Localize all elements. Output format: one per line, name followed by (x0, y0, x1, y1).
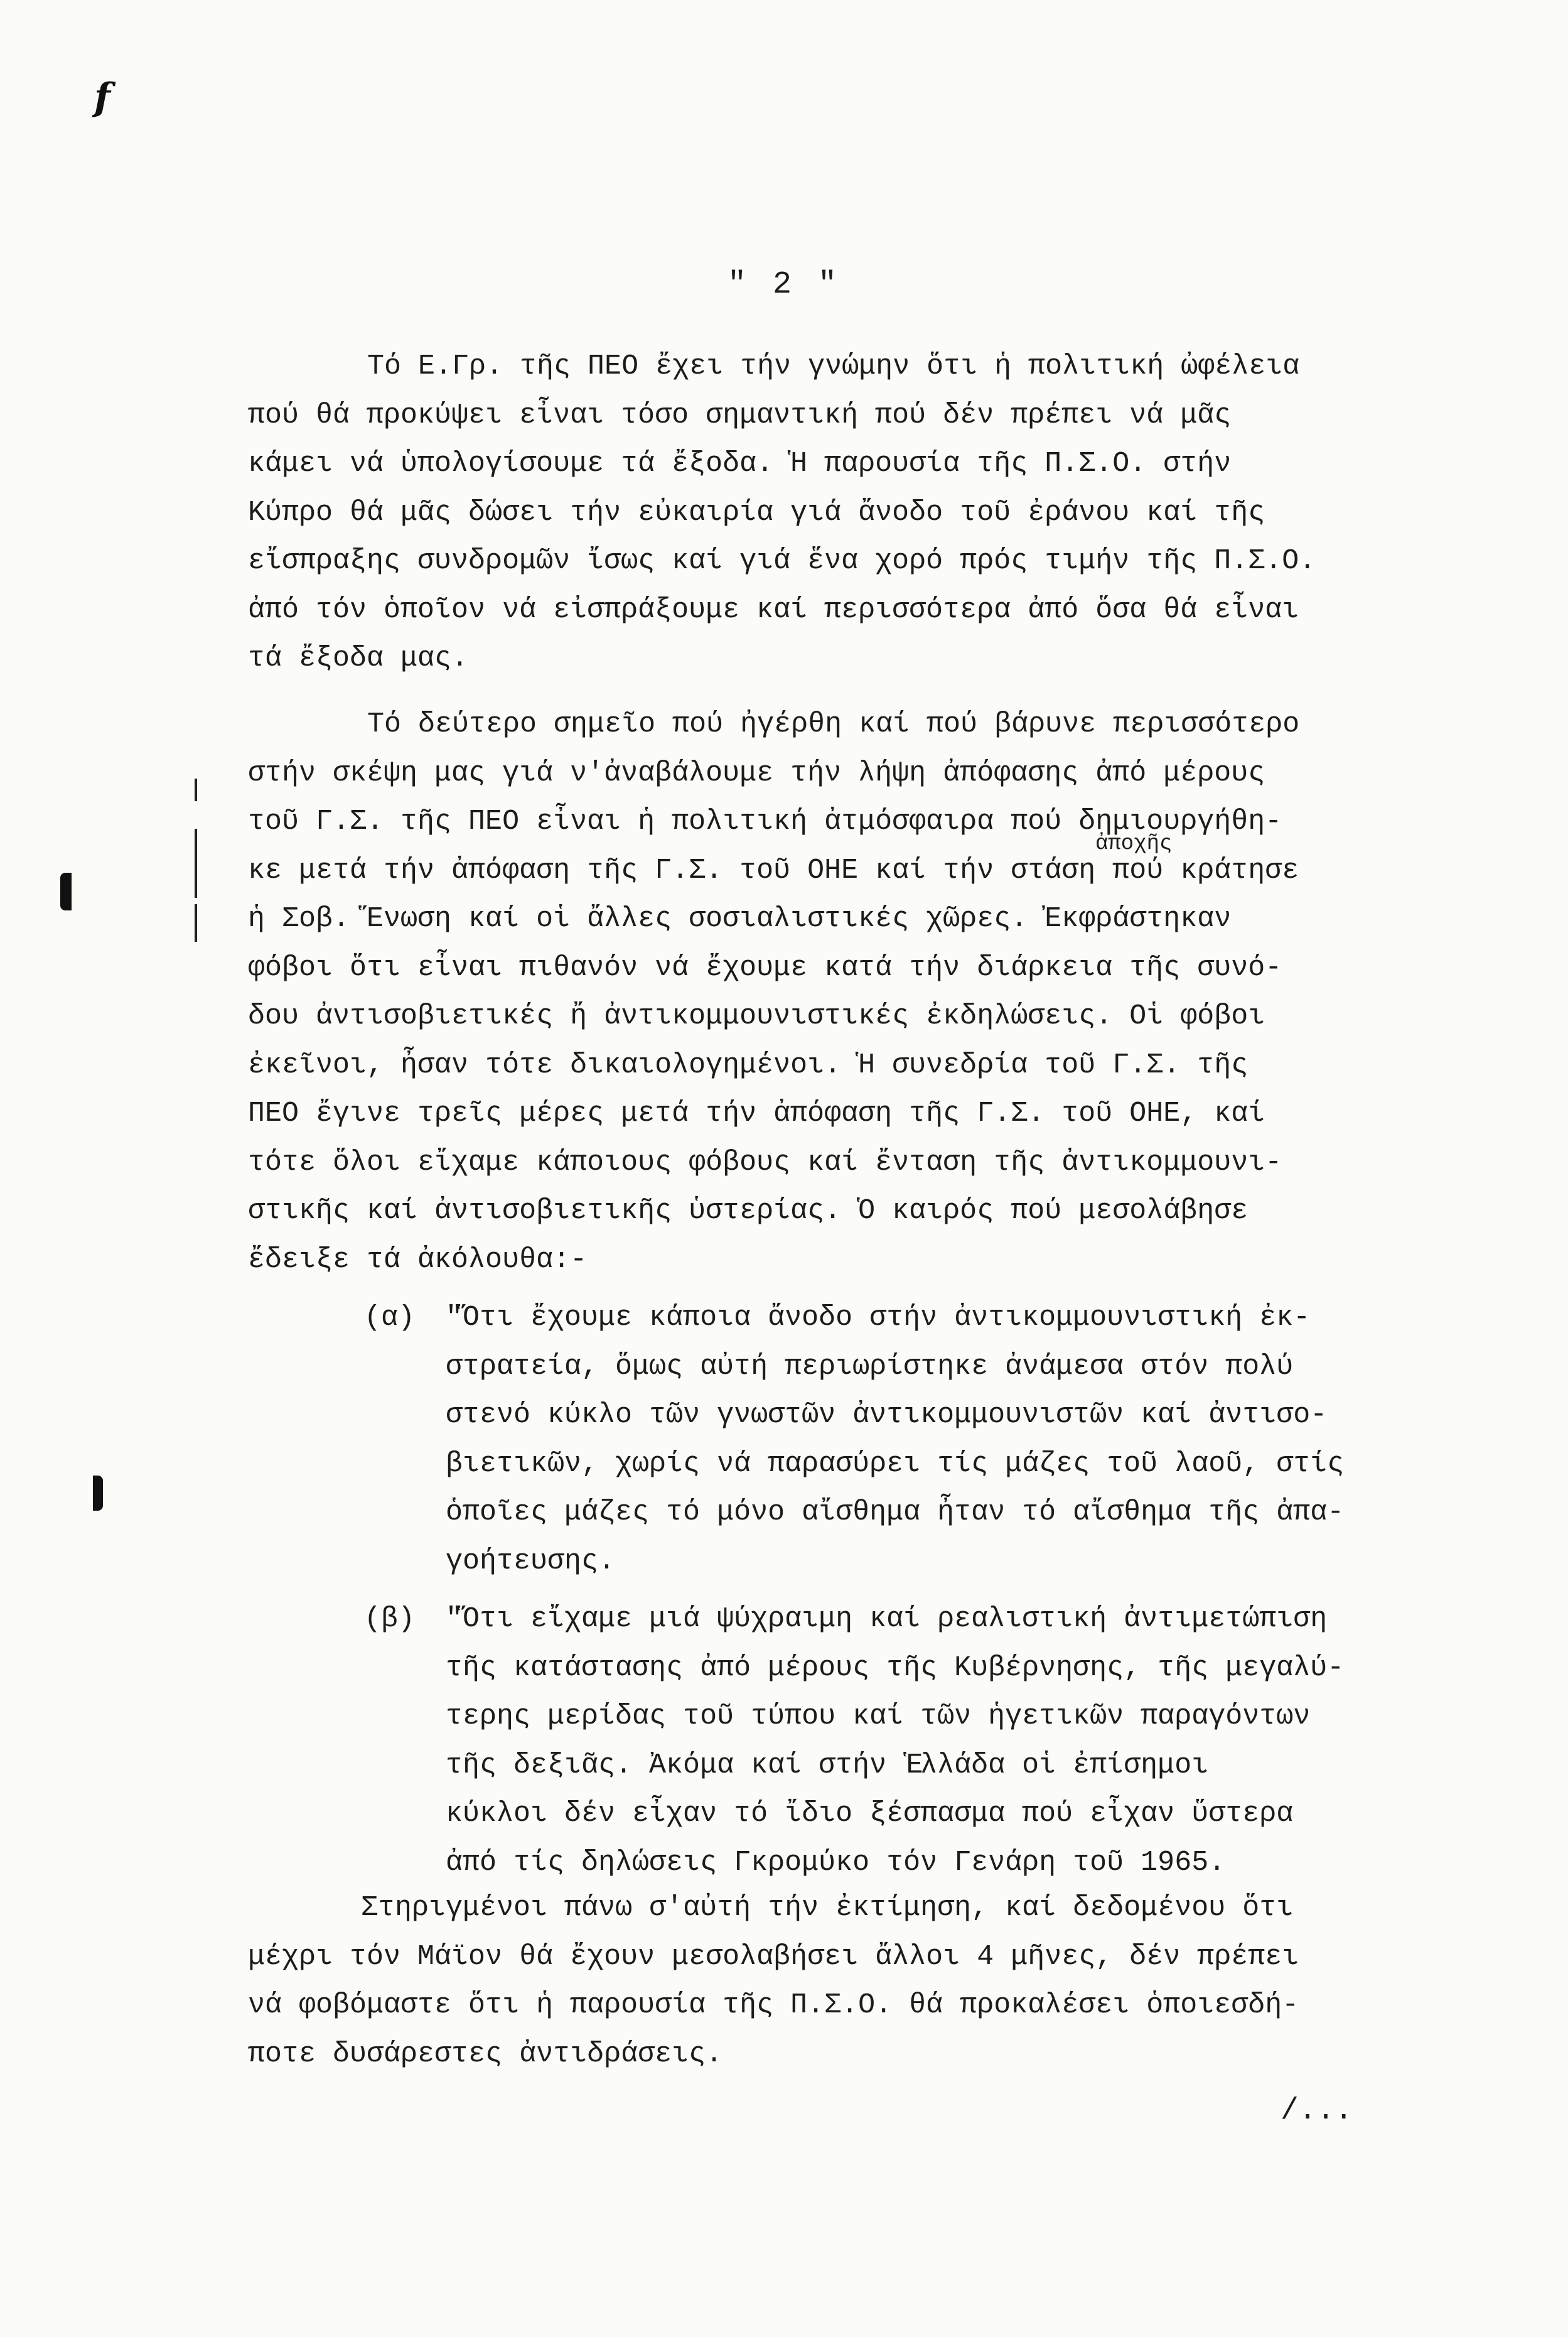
text-line: στήν σκέψη μας γιά ν'ἀναβάλουμε τήν λήψη ἀπόφασης ἀπό μέρους (248, 757, 1265, 789)
text-line: πού θά προκύψει εἶναι τόσο σημαντική πού δέν πρέπει νά μᾶς (248, 399, 1232, 431)
text-line: κάμει νά ὑπολογίσουμε τά ἔξοδα. Ἡ παρουσία τῆς Π.Σ.Ο. στήν (248, 448, 1232, 480)
margin-tick (195, 904, 197, 942)
text-line: γοήτευσης. (446, 1545, 616, 1577)
list-marker: (β) (364, 1603, 416, 1635)
text-line: ἀπό τόν ὁποῖον νά εἰσπράξουμε καί περισσότερα ἀπό ὅσα θά εἶναι (248, 593, 1299, 626)
text-line: τά ἔξοδα μας. (248, 642, 469, 674)
handwritten-insertion: ἀποχῆς (1095, 832, 1173, 856)
text-line: δου ἀντισοβιετικές ἤ ἀντικομμουνιστικές ἐκδηλώσεις. Οἱ φόβοι (248, 1000, 1265, 1032)
text-line: νά φοβόμαστε ὅτι ἡ παρουσία τῆς Π.Σ.Ο. θά προκαλέσει ὁποιεσδή- (248, 1989, 1299, 2021)
paragraph-3 (248, 1884, 1472, 2078)
continuation-mark: /... (1281, 2094, 1353, 2128)
text-line: φόβοι ὅτι εἶναι πιθανόν νά ἔχουμε κατά τήν διάρκεια τῆς συνό- (248, 951, 1282, 984)
text-line: τερης μερίδας τοῦ τύπου καί τῶν ἡγετικῶν παραγόντων (446, 1700, 1311, 1732)
text-line: μέχρι τόν Μάϊον θά ἔχουν μεσολαβήσει ἄλλοι 4 μῆνες, δέν πρέπει (248, 1940, 1299, 1973)
text-line: εἴσπραξης συνδρομῶν ἴσως καί γιά ἕνα χορό πρός τιμήν τῆς Π.Σ.Ο. (248, 545, 1316, 577)
text-line: "Ὅτι ἔχουμε κάποια ἄνοδο στήν ἀντικομμουνιστική ἐκ- (446, 1302, 1311, 1334)
text-line: ἔδειξε τά ἀκόλουθα:- (248, 1243, 588, 1276)
text-line: τῆς δεξιᾶς. Ἀκόμα καί στήν Ἑλλάδα οἱ ἐπίσημοι (446, 1749, 1209, 1781)
text-line: ἡ Σοβ. Ἕνωση καί οἱ ἄλλες σοσιαλιστικές χῶρες. Ἐκφράστηκαν (248, 903, 1232, 935)
text-line: στρατεία, ὅμως αὐτή περιωρίστηκε ἀνάμεσα στόν πολύ (446, 1350, 1294, 1383)
text-line: στενό κύκλο τῶν γνωστῶν ἀντικομμουνιστῶν καί ἀντισο- (446, 1399, 1328, 1431)
text-line: βιετικῶν, χωρίς νά παρασύρει τίς μάζες τοῦ λαοῦ, στίς (446, 1447, 1345, 1480)
text-line: Τό δεύτερο σημεῖο πού ἠγέρθη καί πού βάρυνε περισσότερο (367, 708, 1300, 740)
text-line: ὁποῖες μάζες τό μόνο αἴσθημα ἦταν τό αἴσθημα τῆς ἀπα- (446, 1496, 1345, 1528)
handwritten-mark: f (94, 75, 110, 119)
text-line: Τό Ε.Γρ. τῆς ΠΕΟ ἔχει τήν γνώμην ὅτι ἡ πολιτική ὠφέλεια (367, 350, 1300, 382)
page-number: " 2 " (727, 267, 841, 303)
text-line: Κύπρο θά μᾶς δώσει τήν εὐκαιρία γιά ἄνοδο τοῦ ἐράνου καί τῆς (248, 496, 1265, 529)
text-line: ΠΕΟ ἔγινε τρεῖς μέρες μετά τήν ἀπόφαση τῆς Γ.Σ. τοῦ ΟΗΕ, καί (248, 1098, 1265, 1130)
text-line: Στηριγμένοι πάνω σ'αὐτή τήν ἐκτίμηση, καί δεδομένου ὅτι (361, 1892, 1294, 1924)
text-line: στικῆς καί ἀντισοβιετικῆς ὑστερίας. Ὁ καιρός πού μεσολάβησε (248, 1195, 1248, 1227)
scan-punch-mark (60, 873, 72, 910)
text-line: τοῦ Γ.Σ. τῆς ΠΕΟ εἶναι ἡ πολιτική ἀτμόσφαιρα πού δημιουργήθη- (248, 806, 1282, 838)
text-line: ἐκεῖνοι, ἦσαν τότε δικαιολογημένοι. Ἡ συνεδρία τοῦ Γ.Σ. τῆς (248, 1049, 1248, 1081)
text-line: ἀπό τίς δηλώσεις Γκρομύκο τόν Γενάρη τοῦ 1965. (446, 1846, 1226, 1879)
scan-punch-mark (93, 1476, 103, 1511)
text-line: κε μετά τήν ἀπόφαση τῆς Γ.Σ. τοῦ ΟΗΕ καί τήν στάση πού κράτησε (248, 854, 1299, 887)
margin-tick (195, 829, 197, 898)
paragraph-1 (248, 342, 1472, 683)
text-line: τότε ὅλοι εἴχαμε κάποιους φόβους καί ἔνταση τῆς ἀντικομμουνι- (248, 1146, 1282, 1179)
margin-tick (195, 779, 197, 801)
text-line: κύκλοι δέν εἶχαν τό ἴδιο ξέσπασμα πού εἶχαν ὕστερα (446, 1798, 1294, 1830)
text-line: ποτε δυσάρεστες ἀντιδράσεις. (248, 2037, 723, 2070)
list-marker: (α) (364, 1302, 416, 1334)
paragraph-2 (248, 700, 1472, 1284)
text-line: "Ὅτι εἴχαμε μιά ψύχραιμη καί ρεαλιστική ἀντιμετώπιση (446, 1603, 1328, 1635)
text-line: τῆς κατάστασης ἀπό μέρους τῆς Κυβέρνησης, τῆς μεγαλύ- (446, 1651, 1345, 1684)
